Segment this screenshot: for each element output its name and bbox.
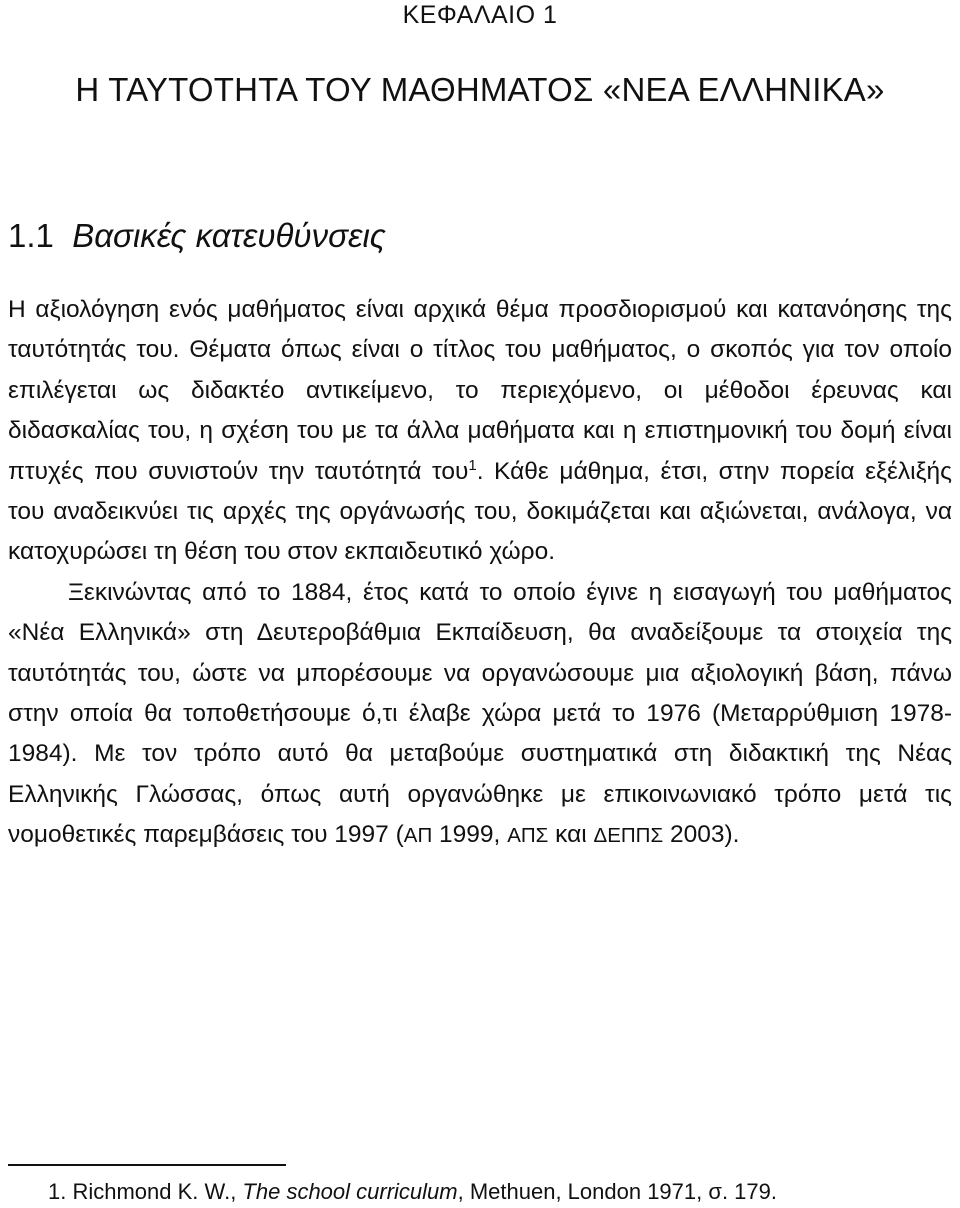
- paragraph-2: [8, 573, 952, 857]
- abbreviation-depps: ΔΕΠΠΣ: [593, 824, 664, 848]
- footnote-author: Richmond K. W.,: [66, 1179, 243, 1204]
- paragraph-1: [8, 290, 952, 573]
- document-page: [8, 0, 952, 1208]
- section-number: 1.1: [8, 217, 54, 254]
- footnote-marker[interactable]: 1: [468, 456, 477, 474]
- paragraph-2-text: Ξεκινώντας από το 1884, έτος κατά το οποίο έγινε η εισαγωγή του μαθήματος «Νέα Ελληνικά» στη Δευτεροβάθμια Εκπαίδευση, θα αναδείξουμε τα στοιχεία της ταυτότητάς του, ώστε να μπορέσουμε να οργανώσουμε μια αξιολογική βάση, πάνω στην οποία θα τοποθετήσουμε ό,τι έλαβε χώρα μετά το 1976 (Μεταρρύθμιση 1978-1984). Με τον τρόπο αυτό θα μεταβούμε συστηματικά στη διδακτική της Νέας Ελληνικής Γλώσσας, όπως αυτή οργανώθηκε με επικοινωνιακό τρόπο μετά τις νομοθετικές παρεμβάσεις του 1997 (: [8, 578, 952, 849]
- paragraph-1-text-continued: . Κάθε μάθημα, έτσι, στην πορεία εξέλιξής του αναδεικνύει τις αρχές της οργάνωσής του, δοκιμάζεται και αξιώνεται, ανάλογα, να κατοχυρώσει τη θέση του στον εκπαιδευτικό χώρο.: [8, 457, 952, 566]
- footnote-divider: [8, 1164, 286, 1166]
- paragraph-2-year-1: 1999,: [432, 821, 508, 849]
- footnote: [48, 1178, 777, 1206]
- body-text: [8, 290, 952, 857]
- paragraph-2-year-2: 2003).: [663, 821, 740, 849]
- footnote-work-title: The school curriculum: [242, 1179, 458, 1204]
- paragraph-1-text: Η αξιολόγηση ενός μαθήματος είναι αρχικά θέμα προσδιορισμού και κατανόησης της ταυτότητάς του. Θέματα όπως είναι ο τίτλος του μαθήματος, ο σκοπός για τον οποίο επιλέγεται ως διδακτέο αντικείμενο, το περιεχόμενο, οι μέθοδοι έρευνας και διδασκαλίας του, η σχέση του με τα άλλα μαθήματα και η επιστημονική του δομή είναι πτυχές που συνιστούν την ταυτότητά του: [8, 296, 952, 485]
- footnote-details: , Methuen, London 1971, σ. 179.: [457, 1179, 777, 1204]
- paragraph-2-joiner: και: [548, 821, 594, 849]
- abbreviation-ap: ΑΠ: [403, 824, 433, 848]
- footnote-number: 1.: [48, 1179, 67, 1204]
- chapter-label: ΚΕΦΑΛΑΙΟ 1: [402, 1, 558, 29]
- section-title: Βασικές κατευθύνσεις: [72, 217, 386, 254]
- chapter-title: Η ΤΑΥΤΟΤΗΤΑ ΤΟΥ ΜΑΘΗΜΑΤΟΣ «ΝΕΑ ΕΛΛΗΝΙΚΑ»: [75, 71, 885, 108]
- section-heading: [8, 216, 952, 256]
- abbreviation-aps: ΑΠΣ: [507, 824, 549, 848]
